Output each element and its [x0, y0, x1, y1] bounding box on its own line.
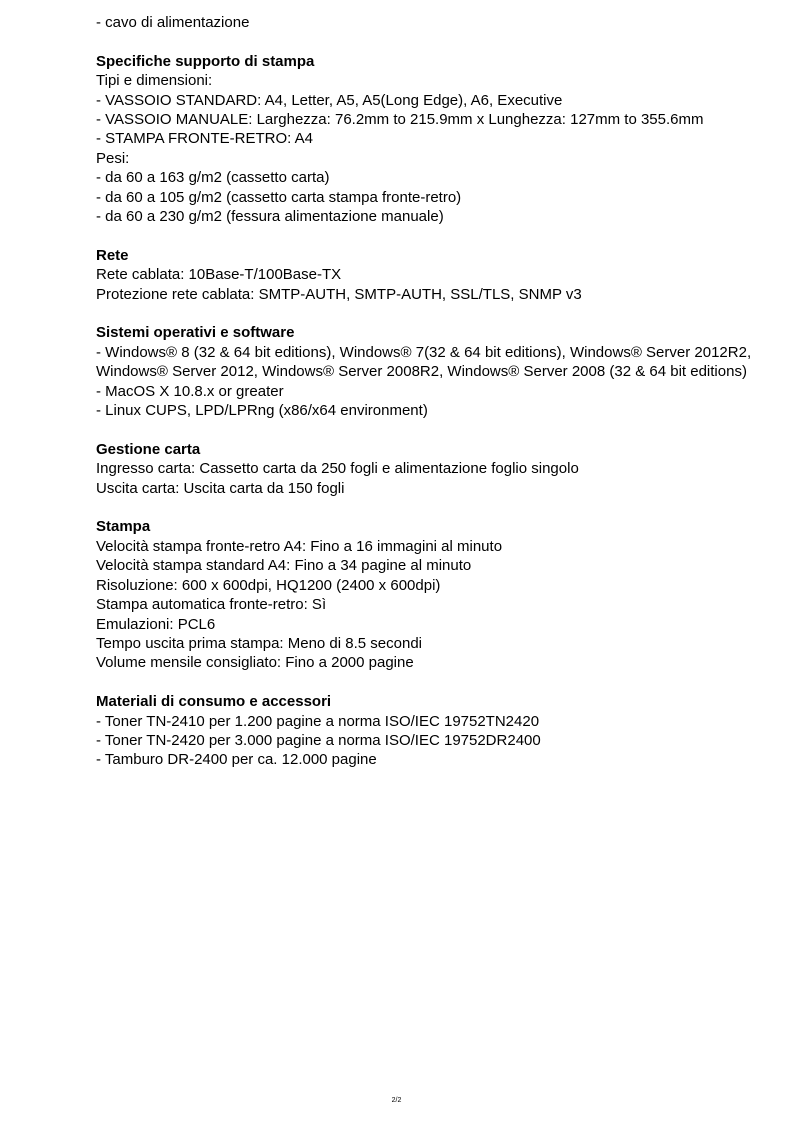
section-line: Pesi:: [96, 149, 130, 167]
section-heading: Sistemi operativi e software: [96, 324, 295, 342]
section-sistemi-operativi: [96, 323, 756, 420]
section-line: - STAMPA FRONTE-RETRO: A4: [96, 130, 313, 148]
section-materiali-consumo: [96, 692, 756, 770]
section-line: Tipi e dimensioni:: [96, 72, 213, 90]
section-line: - VASSOIO STANDARD: A4, Letter, A5, A5(Long Edge), A6, Executive: [96, 91, 563, 109]
section-line: - da 60 a 230 g/m2 (fessura alimentazione manuale): [96, 208, 444, 226]
section-line: - Toner TN-2410 per 1.200 pagine a norma ISO/IEC 19752TN2420: [96, 712, 540, 730]
section-stampa: [96, 517, 756, 672]
section-line: Velocità stampa fronte-retro A4: Fino a 16 immagini al minuto: [96, 537, 503, 555]
section-line: Stampa automatica fronte-retro: Sì: [96, 596, 327, 614]
section-gestione-carta: [96, 440, 756, 498]
section-heading: Materiali di consumo e accessori: [96, 693, 332, 711]
section-line: Emulazioni: PCL6: [96, 615, 216, 633]
section-line: Risoluzione: 600 x 600dpi, HQ1200 (2400 x 600dpi): [96, 576, 441, 594]
section-line: - da 60 a 163 g/m2 (cassetto carta): [96, 169, 330, 187]
section-specifiche-supporto: [96, 52, 756, 227]
section-line: - Linux CUPS, LPD/LPRng (x86/x64 environment): [96, 402, 428, 420]
section-line: - MacOS X 10.8.x or greater: [96, 382, 284, 400]
section-rete: [96, 246, 756, 304]
section-line: Velocità stampa standard A4: Fino a 34 pagine al minuto: [96, 557, 472, 575]
section-line: Protezione rete cablata: SMTP-AUTH, SMTP-AUTH, SSL/TLS, SNMP v3: [96, 285, 582, 303]
intro-line: - cavo di alimentazione: [96, 14, 250, 31]
section-line: - Toner TN-2420 per 3.000 pagine a norma ISO/IEC 19752DR2400: [96, 731, 541, 749]
page-number: 2/2: [391, 1097, 402, 1104]
section-line: - VASSOIO MANUALE: Larghezza: 76.2mm to 215.9mm x Lunghezza: 127mm to 355.6mm: [96, 111, 704, 129]
section-line: Tempo uscita prima stampa: Meno di 8.5 secondi: [96, 634, 422, 652]
section-heading: Gestione carta: [96, 440, 201, 458]
section-heading: Rete: [96, 246, 129, 264]
section-heading: Stampa: [96, 518, 151, 536]
section-line: Rete cablata: 10Base-T/100Base-TX: [96, 266, 342, 284]
section-heading: Specifiche supporto di stampa: [96, 52, 315, 70]
section-line: - da 60 a 105 g/m2 (cassetto carta stampa fronte-retro): [96, 188, 462, 206]
section-line: Volume mensile consigliato: Fino a 2000 pagine: [96, 654, 414, 672]
section-line: Uscita carta: Uscita carta da 150 fogli: [96, 479, 345, 497]
section-line: Ingresso carta: Cassetto carta da 250 fogli e alimentazione foglio singolo: [96, 460, 579, 478]
document-body: [96, 13, 756, 770]
section-line: - Tamburo DR-2400 per ca. 12.000 pagine: [96, 751, 377, 769]
section-line: - Windows® 8 (32 & 64 bit editions), Windows® 7(32 & 64 bit editions), Windows® Server 2012R2, Windows® Server 2012, Windows® Server 2008R2, Windows® Server 2008 (32 & 64 bit editions): [96, 343, 752, 381]
